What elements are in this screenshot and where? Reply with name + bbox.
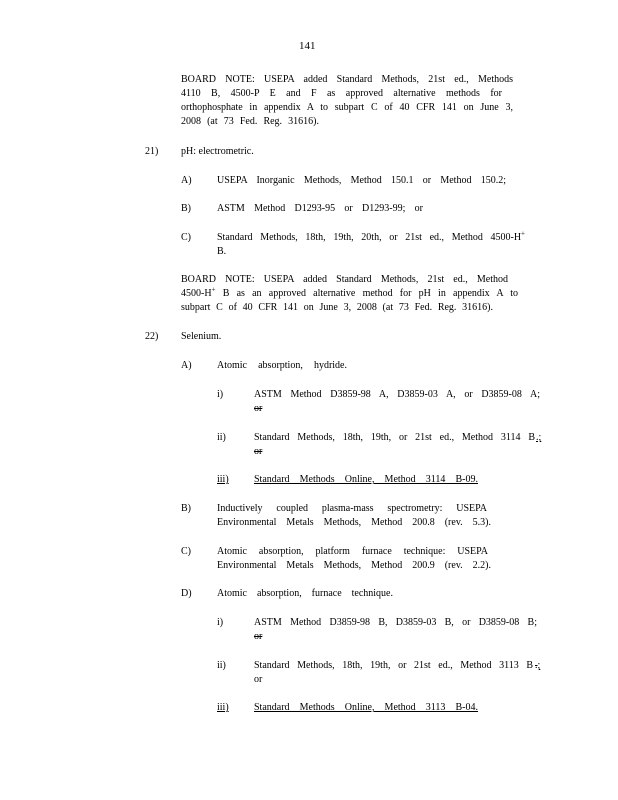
sub-text: ASTM Method D1293-95 or D1293-99; or bbox=[217, 203, 423, 214]
item-number: 21) bbox=[145, 146, 159, 157]
sub-text: ASTM Method D3859-98 A, D3859-03 A, or D3859-08 A; bbox=[254, 389, 540, 400]
sub-label: A) bbox=[181, 175, 192, 186]
sub-text: Standard Methods, 18th, 19th, or 21st ed., Method 3114 B bbox=[254, 432, 535, 443]
sub-text: Environmental Metals Methods, Method 200.8 (rev. 5.3). bbox=[217, 517, 491, 528]
sub-text: Atomic absorption, platform furnace technique: USEPA bbox=[217, 546, 488, 557]
sub-text: Standard Methods, 18th, 19th, or 21st ed., Method 3113 B bbox=[254, 660, 533, 671]
note-line: BOARD NOTE: USEPA added Standard Methods, 21st ed., Method bbox=[181, 274, 508, 285]
sub-label: ii) bbox=[217, 432, 226, 443]
sub-label: i) bbox=[217, 389, 224, 400]
inserted-label: iii) bbox=[217, 474, 229, 485]
note-line: 4110 B, 4500-P E and F as approved alternative methods for bbox=[181, 88, 502, 99]
sub-label: A) bbox=[181, 360, 192, 371]
deleted-text: or bbox=[254, 631, 263, 642]
item-number: 22) bbox=[145, 331, 159, 342]
sub-label: C) bbox=[181, 546, 191, 557]
inserted-text: Standard Methods Online, Method 3113 B-04. bbox=[254, 702, 478, 713]
sub-text: Inductively coupled plasma-mass spectrometry: USEPA bbox=[217, 503, 487, 514]
sub-label: B) bbox=[181, 203, 191, 214]
sub-text: ASTM Method D3859-98 B, D3859-03 B, or D3859-08 B; bbox=[254, 617, 537, 628]
sub-text: B. bbox=[217, 246, 227, 257]
note-line: subpart C of 40 CFR 141 on June 3, 2008 (at 73 Fed. Reg. 31616). bbox=[181, 302, 493, 313]
sub-text: or bbox=[254, 674, 263, 685]
inserted-text: .; bbox=[536, 432, 542, 443]
sub-label: B) bbox=[181, 503, 191, 514]
sub-text: Standard Methods, 18th, 19th, 20th, or 21st ed., Method 4500-H+ bbox=[217, 229, 525, 243]
item-title: pH: electrometric. bbox=[181, 146, 254, 157]
item-title: Selenium. bbox=[181, 331, 222, 342]
inserted-label: iii) bbox=[217, 702, 229, 713]
inserted-text: Standard Methods Online, Method 3114 B-09. bbox=[254, 474, 478, 485]
sub-label: D) bbox=[181, 588, 192, 599]
sub-label: ii) bbox=[217, 660, 226, 671]
sub-label: i) bbox=[217, 617, 224, 628]
note-line: 2008 (at 73 Fed. Reg. 31616). bbox=[181, 116, 319, 127]
sub-text: USEPA Inorganic Methods, Method 150.1 or Method 150.2; bbox=[217, 175, 506, 186]
note-line: BOARD NOTE: USEPA added Standard Methods, 21st ed., Methods bbox=[181, 74, 513, 85]
sub-text: Environmental Metals Methods, Method 200.9 (rev. 2.2). bbox=[217, 560, 491, 571]
deleted-text: or bbox=[254, 446, 263, 457]
note-line: 4500-H+ B as an approved alternative method for pH in appendix A to bbox=[181, 285, 518, 299]
amended-punctuation: .; bbox=[535, 660, 541, 671]
sub-text: Atomic absorption, hydride. bbox=[217, 360, 347, 371]
note-line: orthophosphate in appendix A to subpart C of 40 CFR 141 on June 3, bbox=[181, 102, 513, 113]
page-number: 141 bbox=[299, 40, 316, 52]
sub-text: Atomic absorption, furnace technique. bbox=[217, 588, 393, 599]
deleted-text: or bbox=[254, 403, 263, 414]
sub-label: C) bbox=[181, 232, 191, 243]
